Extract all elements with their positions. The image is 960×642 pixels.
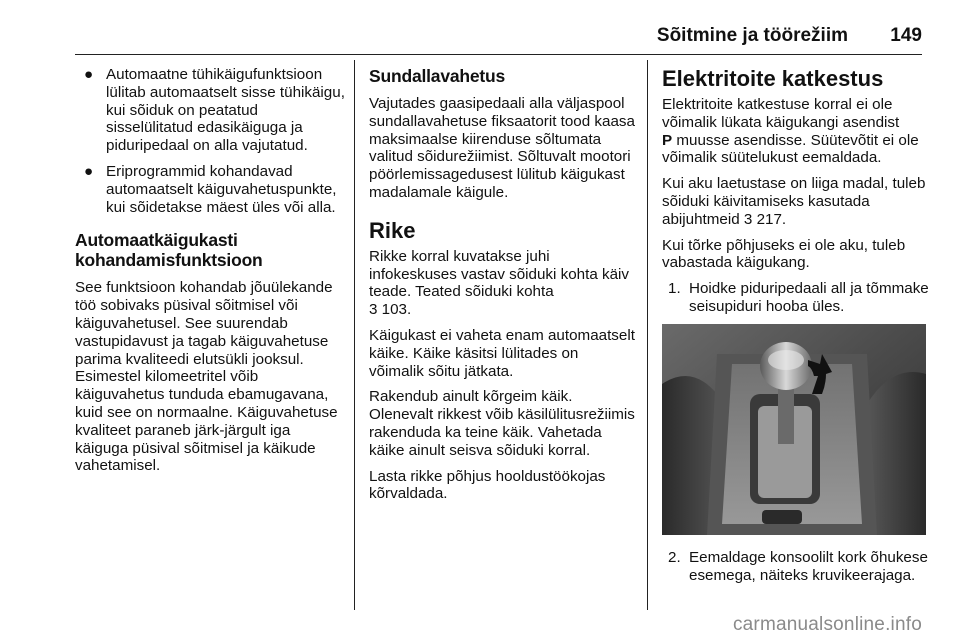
page-reference-link[interactable]: 3 103. (369, 301, 412, 319)
bullet-text: Automaatne tühikäigufunktsioon lülitab automaatselt sisse tühikäigu, kui sõiduk on peatatud sisselülitatud edasikäiguga ja piduripedaal on alla vajutatud. (106, 66, 345, 155)
paragraph-text: muusse asendisse. Süütevõtit ei ole võimalik süütelukust eemaldada. (662, 131, 919, 167)
gear-lever-illustration (662, 324, 926, 535)
page-reference-link[interactable]: 3 217. (743, 210, 787, 228)
paragraph-text: Rikke korral kuvatakse juhi infokeskuses vastav sõiduki kohta käiv teade. Teated sõiduki kohta (369, 247, 630, 301)
header-title: Sõitmine ja töörežiim (656, 25, 848, 46)
paragraph (369, 248, 637, 319)
gear-position-p: P (662, 131, 673, 149)
section-heading-main: Rike (369, 217, 416, 243)
bullet-text: Eriprogrammid kohandavad automaatselt käiguvahetuspunkte, kui sõidetakse mäest üles või alla. (106, 162, 337, 216)
page-header (0, 0, 960, 60)
column-1 (75, 66, 347, 483)
column-3 (662, 66, 930, 592)
column-2 (369, 66, 637, 511)
paragraph: Vajutades gaasipedaali alla väljaspool sundallavahetuse fiksaatorit tood kaasa maksimaalse kiirenduse sõltumata valitud sõidurežiimist. Sõltuvalt mootori pöörlemissagedusest lülitub käigukast madalamale käigule. (369, 95, 635, 201)
paragraph-text: Elektritoite katkestuse korral ei ole võimalik lükata käigukangi asendist (662, 96, 900, 131)
gear-lever-image (662, 324, 926, 535)
step-text: Eemaldage konsoolilt kork õhukese esemega, näiteks kruvikeerajaga. (689, 548, 928, 584)
paragraph-text: Kui aku laetustase on liiga madal, tuleb sõiduki käivitamiseks kasutada abijuhtmeid (662, 175, 926, 228)
section-heading: Automaatkäigukasti kohandamisfunktsioon (75, 230, 263, 271)
list-item (75, 163, 347, 216)
bullet-marker: ● (84, 66, 94, 83)
paragraph: Lasta rikke põhjus hooldustöökojas kõrvaldada. (369, 467, 606, 503)
watermark: carmanualsonline.info (732, 614, 922, 635)
bullet-list (75, 66, 347, 216)
column-divider-2 (647, 60, 648, 610)
step-text: Hoidke piduripedaali all ja tõmmake seisupiduri hooba üles. (689, 280, 929, 315)
paragraph: Rakendub ainult kõrgeim käik. Olenevalt rikkest võib käsilülitusrežiimis rakenduda ka teine käik. Vahetada käike ainult seisva sõiduki korral. (369, 388, 635, 459)
step-number: 2. (668, 548, 681, 566)
paragraph: See funktsioon kohandab jõuülekande töö sobivaks püsival sõitmisel või käiguvahetusel. See suurendab vastupidavust ja tagab käiguvahetuse parima kvaliteedi elutsükli jooksul. Esimestel kilomeetritel võib käiguvahetus tunduda ebamugavana, kuid see on normaalne. Käiguvahetuse kvaliteet paraneb järk-järgult iga käiguga püsival sõitmisel ja käikude vahetamisel. (75, 279, 338, 475)
paragraph (662, 175, 930, 228)
column-divider-1 (354, 60, 355, 610)
section-heading: Sundallavahetus (369, 66, 506, 86)
page-number: 149 (890, 25, 922, 46)
step-number: 1. (668, 280, 681, 298)
step-item (662, 549, 930, 585)
step-item (662, 280, 930, 316)
header-rule (75, 54, 922, 55)
bullet-marker: ● (84, 162, 94, 180)
section-heading-main: Elektritoite katkestus (662, 66, 884, 91)
list-item (75, 66, 347, 155)
paragraph: Kui tõrke põhjuseks ei ole aku, tuleb vabastada käigukang. (662, 236, 906, 272)
paragraph: Käigukast ei vaheta enam automaatselt käike. Käike käsitsi lülitades on võimalik sõitu jätkata. (369, 326, 635, 380)
paragraph (662, 96, 930, 167)
